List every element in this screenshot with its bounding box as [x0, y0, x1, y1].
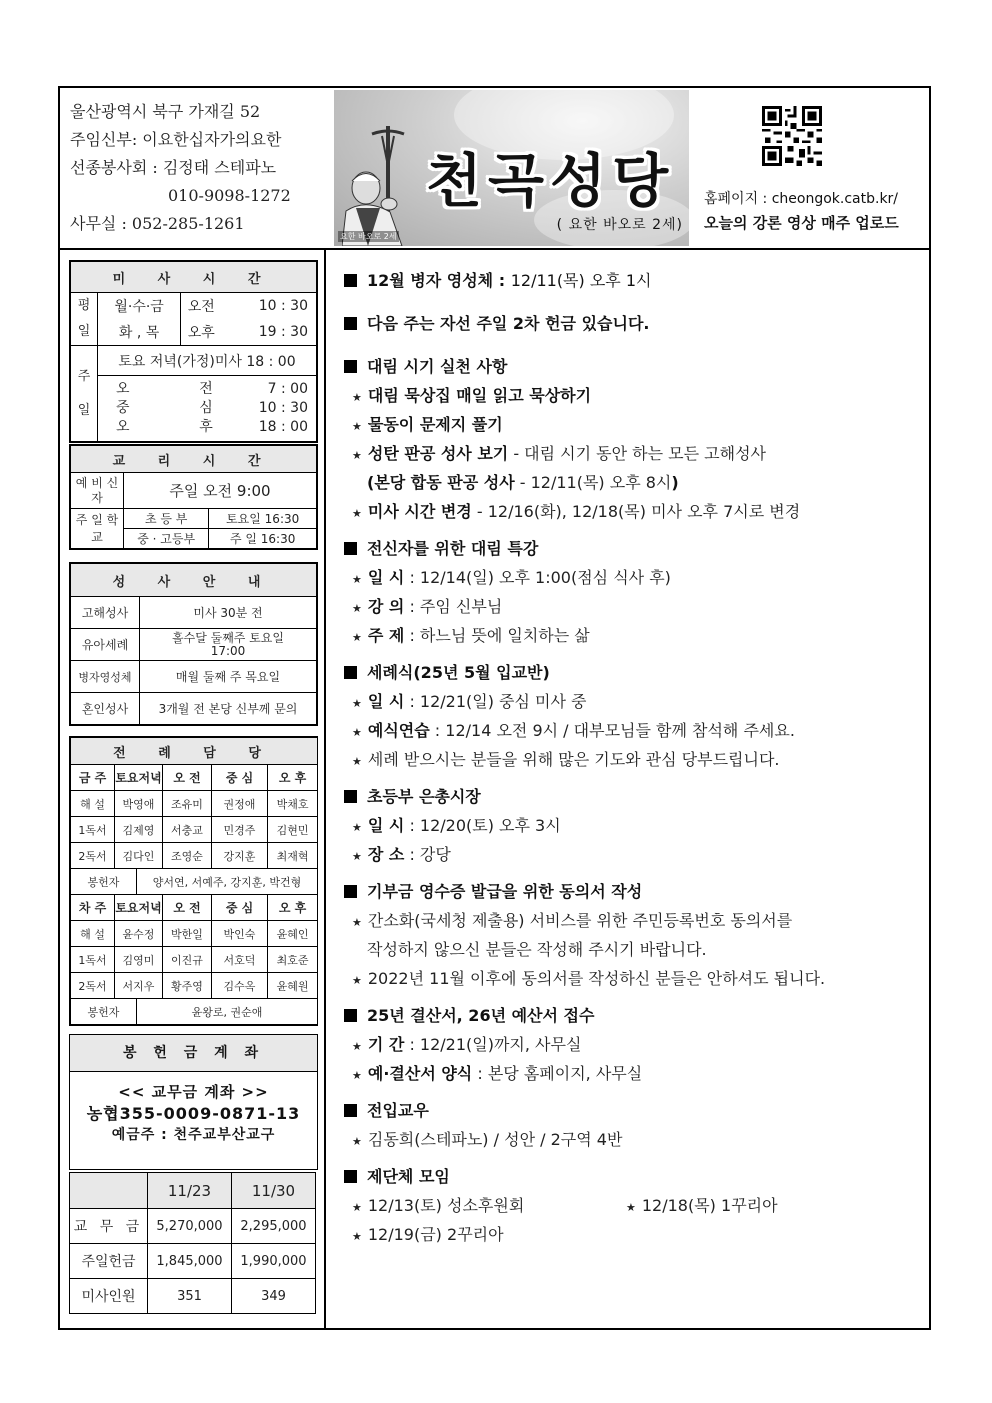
liturgy-row: 해 설 박영애 조유미 권정애 박채호	[71, 791, 318, 817]
sacrament-name: 혼인성사	[71, 693, 140, 725]
star-bullet-icon: ★	[352, 602, 362, 615]
liturgy-header: 차 주	[71, 895, 115, 921]
school-group: 초 등 부	[124, 509, 209, 529]
star-bullet-icon: ★	[352, 420, 362, 433]
council-name: 선종봉사회 : 김정태 스테파노	[70, 158, 277, 177]
offertory-label: 봉헌자	[71, 999, 137, 1025]
weekday-time: 10 : 30	[221, 293, 316, 320]
liturgy-title: 전 례 담 당	[71, 738, 318, 765]
weekday-days: 월·수·금	[98, 293, 181, 320]
notice-grace-market: 초등부 은총시장 ★ 일 시 : 12/20(토) 오후 3시 ★ 장 소 : 강당	[344, 782, 934, 869]
sacrament-info: 미사 30분 전	[140, 597, 317, 629]
star-bullet-icon: ★	[352, 974, 362, 987]
pastor-name: 주임신부: 이요한십자가의요한	[70, 130, 282, 149]
homepage-link[interactable]: 홈페이지 : cheongok.catb.kr/	[704, 191, 899, 207]
star-bullet-icon: ★	[352, 850, 362, 863]
catechism-title: 교 리 시 간	[71, 446, 317, 473]
weekday-time: 19 : 30	[221, 319, 316, 346]
notice-charity-sunday: 다음 주는 자선 주일 2차 헌금 있습니다.	[344, 309, 934, 338]
square-bullet-icon	[344, 360, 357, 373]
sacrament-name: 병자영성체	[71, 661, 140, 693]
video-notice: 오늘의 강론 영상 매주 업로드	[704, 214, 899, 232]
liturgy-header: 중 심	[212, 895, 268, 921]
star-bullet-icon: ★	[352, 507, 362, 520]
liturgy-row: 1독서 김제영 서충교 민경주 김현민	[71, 817, 318, 843]
square-bullet-icon	[344, 317, 357, 330]
school-group: 중 · 고등부	[124, 529, 209, 549]
star-bullet-icon: ★	[352, 697, 362, 710]
star-bullet-icon: ★	[352, 449, 362, 462]
offertory-names: 윤왕로, 권순애	[137, 999, 318, 1025]
liturgy-row: 1독서 김영미 이진규 서호덕 최호준	[71, 947, 318, 973]
parish-info	[70, 98, 291, 238]
star-bullet-icon: ★	[352, 755, 362, 768]
star-bullet-icon: ★	[352, 1069, 362, 1082]
liturgy-header: 금 주	[71, 765, 115, 791]
mass-times-box	[69, 260, 318, 443]
finance-corner	[70, 1173, 148, 1209]
bulletin-header	[60, 88, 929, 250]
patron-saint-subtitle: ( 요한 바오로 2세)	[556, 217, 683, 233]
offertory-row	[71, 999, 318, 1025]
star-bullet-icon: ★	[352, 631, 362, 644]
square-bullet-icon	[344, 274, 357, 287]
offering-account-title: 봉 헌 금 계 좌	[70, 1035, 317, 1072]
account-heading: << 교무금 계좌 >>	[118, 1083, 269, 1101]
school-time: 토요일 16:30	[209, 509, 317, 529]
sacrament-info: 매월 둘째 주 목요일	[140, 661, 317, 693]
qr-code-icon[interactable]	[762, 106, 822, 166]
weekday-days: 화 , 목	[98, 319, 181, 346]
notice-new-parishioner: 전입교우 ★ 김동희(스테파노) / 성안 / 2구역 4반	[344, 1096, 934, 1154]
star-bullet-icon: ★	[352, 1040, 362, 1053]
offertory-names: 양서연, 서예주, 강지훈, 박건형	[137, 869, 318, 895]
star-bullet-icon: ★	[352, 1135, 362, 1148]
sunday-school-label: 주 일 학 교	[71, 509, 124, 549]
star-bullet-icon: ★	[352, 1230, 362, 1243]
square-bullet-icon	[344, 1009, 357, 1022]
sacraments-box	[69, 562, 318, 726]
liturgy-header: 오 후	[268, 765, 318, 791]
square-bullet-icon	[344, 885, 357, 898]
account-number[interactable]: 농협355-0009-0871-13	[86, 1104, 301, 1123]
column-divider	[324, 248, 326, 1330]
sacraments-title: 성 사 안 내	[71, 564, 317, 597]
pope-illustration-icon	[342, 126, 437, 246]
notice-advent-practice: 대림 시기 실천 사항 ★ 대림 묵상집 매일 읽고 묵상하기 ★ 물동이 문제지 풀기 ★ 성탄 판공 성사 보기 - 대림 시기 동안 하는 모든 고해성사 (본당 합동 판공 성사 - 12/11(목) 오후 8시) ★ 미사 시간 변경 - 12/16(화), 12/18(목) 미사 오후 7시로 변경	[344, 352, 934, 526]
notice-group-meetings: 제단체 모임 ★ 12/13(토) 성소후원회 ★ 12/18(목) 1꾸리아 ★ 12/19(금) 2꾸리아	[344, 1162, 934, 1249]
liturgy-header: 토요저녁	[115, 765, 163, 791]
notice-donation-receipt: 기부금 영수증 발급을 위한 동의서 작성 ★ 간소화(국세청 제출용) 서비스를 위한 주민등록번호 동의서를 작성하지 않으신 분들은 작성해 주시기 바랍니다. ★ 2022년 11월 이후에 동의서를 작성하신 분들은 안하셔도 됩니다.	[344, 877, 934, 993]
liturgy-row: 2독서 김다인 조영순 강지훈 최재혁	[71, 843, 318, 869]
finance-row: 주일헌금 1,845,000 1,990,000	[70, 1244, 316, 1279]
parish-address: 울산광역시 북구 가재길 52	[70, 102, 261, 121]
parish-banner	[334, 90, 689, 246]
office-phone: 사무실 : 052-285-1261	[70, 214, 245, 233]
council-phone: 010-9098-1272	[168, 186, 291, 205]
parish-name-title: 천곡성당	[426, 147, 675, 215]
sacrament-info: 3개월 전 본당 신부께 문의	[140, 693, 317, 725]
square-bullet-icon	[344, 666, 357, 679]
sacrament-info: 홀수달 둘째주 토요일 17:00	[140, 629, 317, 661]
notice-budget-submission: 25년 결산서, 26년 예산서 접수 ★ 기 간 : 12/21(일)까지, 사무실 ★ 예·결산서 양식 : 본당 홈페이지, 사무실	[344, 1001, 934, 1088]
liturgy-header: 오 후	[268, 895, 318, 921]
star-bullet-icon: ★	[352, 573, 362, 586]
weekday-label: 평 일	[71, 293, 98, 346]
sacrament-name: 유아세례	[71, 629, 140, 661]
liturgy-row: 해 설 윤수정 박한일 박인숙 윤혜인	[71, 921, 318, 947]
square-bullet-icon	[344, 1104, 357, 1117]
sacrament-name: 고해성사	[71, 597, 140, 629]
square-bullet-icon	[344, 790, 357, 803]
offertory-row	[71, 869, 318, 895]
account-holder: 예금주 : 천주교부산교구	[111, 1127, 276, 1143]
sunday-label: 주 일	[71, 346, 98, 442]
notice-advent-lecture: 전신자를 위한 대림 특강 ★ 일 시 : 12/14(일) 오후 1:00(점심 식사 후) ★ 강 의 : 주임 신부님 ★ 주 제 : 하느님 뜻에 일치하는 삶	[344, 534, 934, 650]
star-bullet-icon: ★	[352, 916, 362, 929]
notice-baptism: 세례식(25년 5월 입교반) ★ 일 시 : 12/21(일) 중심 미사 중 ★ 예식연습 : 12/14 오전 9시 / 대부모님들 함께 참석해 주세요. ★ 세례 받으시는 분들을 위해 많은 기도와 관심 당부드립니다.	[344, 658, 934, 774]
catechumen-label: 예 비 신 자	[71, 473, 124, 509]
square-bullet-icon	[344, 1170, 357, 1183]
star-bullet-icon: ★	[352, 1201, 362, 1214]
liturgy-header: 오 전	[163, 765, 212, 791]
mass-times-title: 미 사 시 간	[71, 262, 317, 293]
notices-column	[344, 266, 934, 1249]
star-bullet-icon: ★	[352, 726, 362, 739]
star-bullet-icon: ★	[352, 821, 362, 834]
liturgy-header: 중 심	[212, 765, 268, 791]
weekday-ampm: 오전	[181, 293, 222, 320]
liturgy-row: 2독서 서지우 황주영 김수옥 윤혜원	[71, 973, 318, 999]
square-bullet-icon	[344, 542, 357, 555]
sunday-mass-list: 오 전 7 : 00 중 심 10 : 30 오 후 18 : 00	[98, 376, 317, 442]
school-time: 주 일 16:30	[209, 529, 317, 549]
finance-row: 교 무 금 5,270,000 2,295,000	[70, 1209, 316, 1244]
liturgy-header: 오 전	[163, 895, 212, 921]
bulletin-frame	[58, 86, 931, 1330]
liturgy-box	[69, 736, 318, 1026]
saturday-evening-mass: 토요 저녁(가정)미사 18 : 00	[98, 346, 317, 376]
offering-account-box	[69, 1034, 318, 1170]
liturgy-header: 토요저녁	[115, 895, 163, 921]
catechism-box	[69, 444, 318, 550]
finance-date: 11/30	[232, 1173, 316, 1209]
catechumen-time: 주일 오전 9:00	[124, 473, 317, 509]
banner-caption: 요한 바오로 2세	[340, 232, 397, 241]
star-bullet-icon: ★	[352, 391, 362, 404]
finance-date: 11/23	[148, 1173, 232, 1209]
finance-box	[69, 1172, 315, 1314]
notice-sick-communion: 12월 병자 영성체 : 12/11(목) 오후 1시	[344, 266, 934, 295]
offertory-label: 봉헌자	[71, 869, 137, 895]
star-bullet-icon: ★	[626, 1201, 636, 1214]
weekday-ampm: 오후	[181, 319, 222, 346]
finance-row: 미사인원 351 349	[70, 1279, 316, 1314]
